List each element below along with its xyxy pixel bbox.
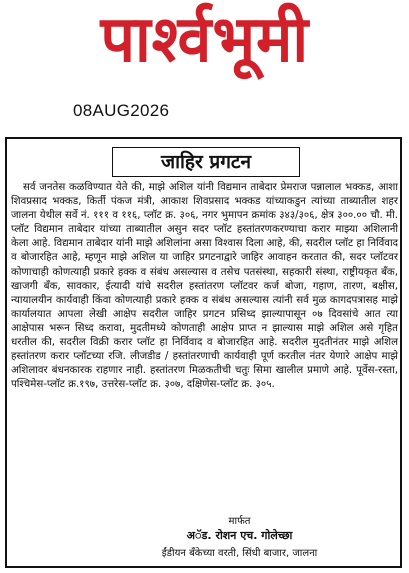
notice-body-text: सर्व जनतेस कळविण्यात येते की, माझे अशिल यांनी विद्यमान ताबेदार प्रेमराज पन्नालाल भक्कड, आशा शिवप्रसाद भक्कड, किर्ती पंकज मंत्री, आकाश शिवप्रसाद भक्कड यांच्याकडुन त्यांच्या ताब्यातील शहर जालना येथील सर्वे नं. १११ व ११६, प्लॉट क्र. ३०६, नगर भुमापन क्रमांक ३४३/३०६, क्षेत्र ३००.०० चौ. मी. प्लॉट विद्यमान ताबेदार यांच्या ताब्यातील असुन सदर प्लॉट हस्तांतरणकरण्याचा करार माझ्या अशिलानी केला आहे. विद्यमान ताबेदार यांनी माझे अशिलांना असा विश्वास दिला आहे, की, सदरील प्लॉट हा निर्विवाद व बोजारहित आहे, म्हणून माझे अशिल या जाहिर प्रगटनाद्वारे जाहिर आवाहन करतात की, सदर प्लॉटवर कोणाचाही कोणत्याही प्रकारे हक्क व संबंध असल्यास व तसेच पतसंस्था, सहकारी संस्था, राष्ट्रीयकृत बँक, खाजगी बँक, सावकार, ईत्यादी यांचे सदरील हस्तांतरण प्लॉटवर कर्ज बोजा, गहाण, तारण, बक्षीस, न्यायालयीन कार्यवाही किंवा कोणत्याही प्रकारे हक्क व संबंध असल्यास त्यांनी सर्व मुळ कागदपत्रासह माझे कार्यालयात आपला लेखी आक्षेप सदरील जाहिर प्रगटन प्रसिध्द झाल्यापासून ०७ दिवसांचे आत त्या आक्षेपास भरून सिध्द करावा, मुदतीमध्ये कोणताही आक्षेप प्राप्त न झाल्यास माझे अशिल असे गृहित धरतील की, सदरील विक्री करार प्लॉट हा निर्विवाद व बोजारहित आहे. सदरील मुदतीनंतर माझे अशिल हस्तांतरण करार प्लॉटच्या रजि. लीजडीड / हस्तांतरणाची कार्यवाही पूर्ण करतील नंतर येणारे आक्षेप माझे अशिलावर बंधनकारक राहणार नाही. हस्तांतरण मिळकतीची चतुः सिमा खालील प्रमाणे आहे. पूर्वेस-रस्ता, पश्चिमेस-प्लॉट क्र.१९७, उत्तरेस-प्लॉट क्र. ३०७, दक्षिणेस-प्लॉट क्र. ३०५. <box>11 182 398 391</box>
newspaper-title: पार्श्वभूमी <box>100 3 309 77</box>
signature-address: ईंडीयन बँकेच्या वरती, सिंधी बाजार, जालना <box>161 548 318 559</box>
signature-by: मार्फत <box>228 516 251 527</box>
notice-title: जाहिर प्रगटन <box>160 151 252 173</box>
signature-name: अॅड. रोशन एच. गोलेच्छा <box>186 529 293 542</box>
notice-title-box <box>112 147 300 177</box>
notice-body <box>11 181 398 392</box>
publication-date: 08AUG2026 <box>73 101 170 120</box>
masthead <box>0 0 409 88</box>
